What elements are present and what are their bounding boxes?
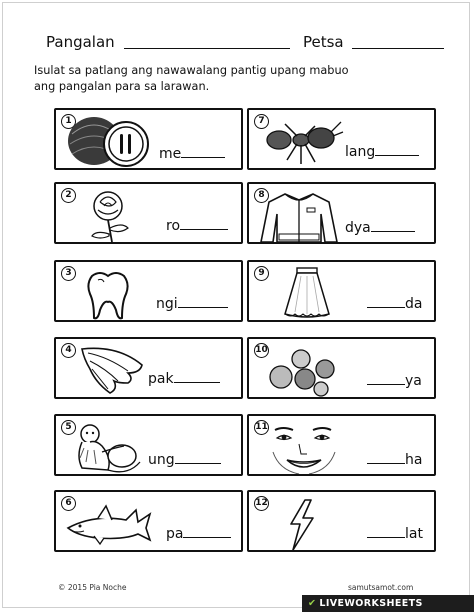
item-number-2: 2 [61, 188, 76, 203]
item-card-12 [247, 490, 436, 552]
item-number-5: 5 [61, 420, 76, 435]
copyright-text: © 2015 Pia Noche [58, 583, 127, 592]
shark-icon [64, 500, 154, 548]
tooth-icon [86, 270, 132, 322]
answer-blank-11[interactable] [367, 461, 405, 464]
answer-blank-4[interactable] [174, 380, 220, 383]
melon-icon [64, 114, 156, 168]
item-number-11: 11 [254, 420, 269, 435]
item-card-7 [247, 108, 436, 170]
item-card-3 [54, 260, 243, 322]
check-logo-icon: ✔ [308, 598, 317, 609]
item-number-6: 6 [61, 496, 76, 511]
instruction-line-2: ang pangalan para sa larawan. [34, 80, 210, 93]
item-card-9 [247, 260, 436, 322]
answer-blank-7[interactable] [375, 153, 419, 156]
item-card-11 [247, 414, 436, 476]
jacket-icon [259, 190, 339, 244]
item-number-7: 7 [254, 114, 269, 129]
word-item-2: ro [166, 218, 228, 234]
answer-blank-10[interactable] [367, 382, 405, 385]
site-credit: samutsamot.com [348, 583, 414, 592]
item-card-2 [54, 182, 243, 244]
item-card-8 [247, 182, 436, 244]
word-item-7: lang [345, 144, 419, 160]
face-icon [269, 422, 339, 474]
answer-blank-8[interactable] [371, 229, 415, 232]
brand-label: LIVEWORKSHEETS [319, 598, 423, 609]
word-item-3: ngi [156, 296, 228, 312]
monkey-icon [68, 420, 148, 475]
item-card-5 [54, 414, 243, 476]
item-card-4 [54, 337, 243, 399]
word-item-8: dya [345, 220, 415, 236]
answer-blank-2[interactable] [180, 227, 228, 230]
answer-blank-6[interactable] [183, 535, 231, 538]
word-item-1: me [159, 146, 225, 162]
skirt-icon [277, 266, 337, 322]
item-number-4: 4 [61, 343, 76, 358]
word-item-9: da [367, 296, 422, 312]
answer-blank-12[interactable] [367, 535, 405, 538]
instruction-line-1: Isulat sa patlang ang nawawalang pantig upang mabuo [34, 64, 349, 77]
ant-icon [259, 118, 345, 168]
word-item-12: lat [367, 526, 423, 542]
word-item-11: ha [367, 452, 422, 468]
item-number-3: 3 [61, 266, 76, 281]
item-number-8: 8 [254, 188, 269, 203]
item-number-12: 12 [254, 496, 269, 511]
word-item-5: ung [148, 452, 221, 468]
word-item-6: pa [166, 526, 231, 542]
item-card-10 [247, 337, 436, 399]
lightning-icon [285, 498, 319, 552]
item-card-1 [54, 108, 243, 170]
answer-blank-1[interactable] [181, 155, 225, 158]
name-field[interactable] [124, 48, 290, 49]
wing-icon [78, 343, 148, 398]
liveworksheets-banner[interactable] [302, 595, 474, 612]
date-label: Petsa [303, 33, 344, 51]
word-item-10: ya [367, 373, 422, 389]
date-field[interactable] [352, 48, 444, 49]
coins-icon [263, 347, 345, 397]
answer-blank-9[interactable] [367, 305, 405, 308]
name-label: Pangalan [46, 33, 115, 51]
item-card-6 [54, 490, 243, 552]
item-number-9: 9 [254, 266, 269, 281]
word-item-4: pak [148, 371, 220, 387]
rose-icon [80, 188, 150, 243]
answer-blank-3[interactable] [178, 305, 228, 308]
answer-blank-5[interactable] [175, 461, 221, 464]
item-number-10: 10 [254, 343, 269, 358]
item-number-1: 1 [61, 114, 76, 129]
